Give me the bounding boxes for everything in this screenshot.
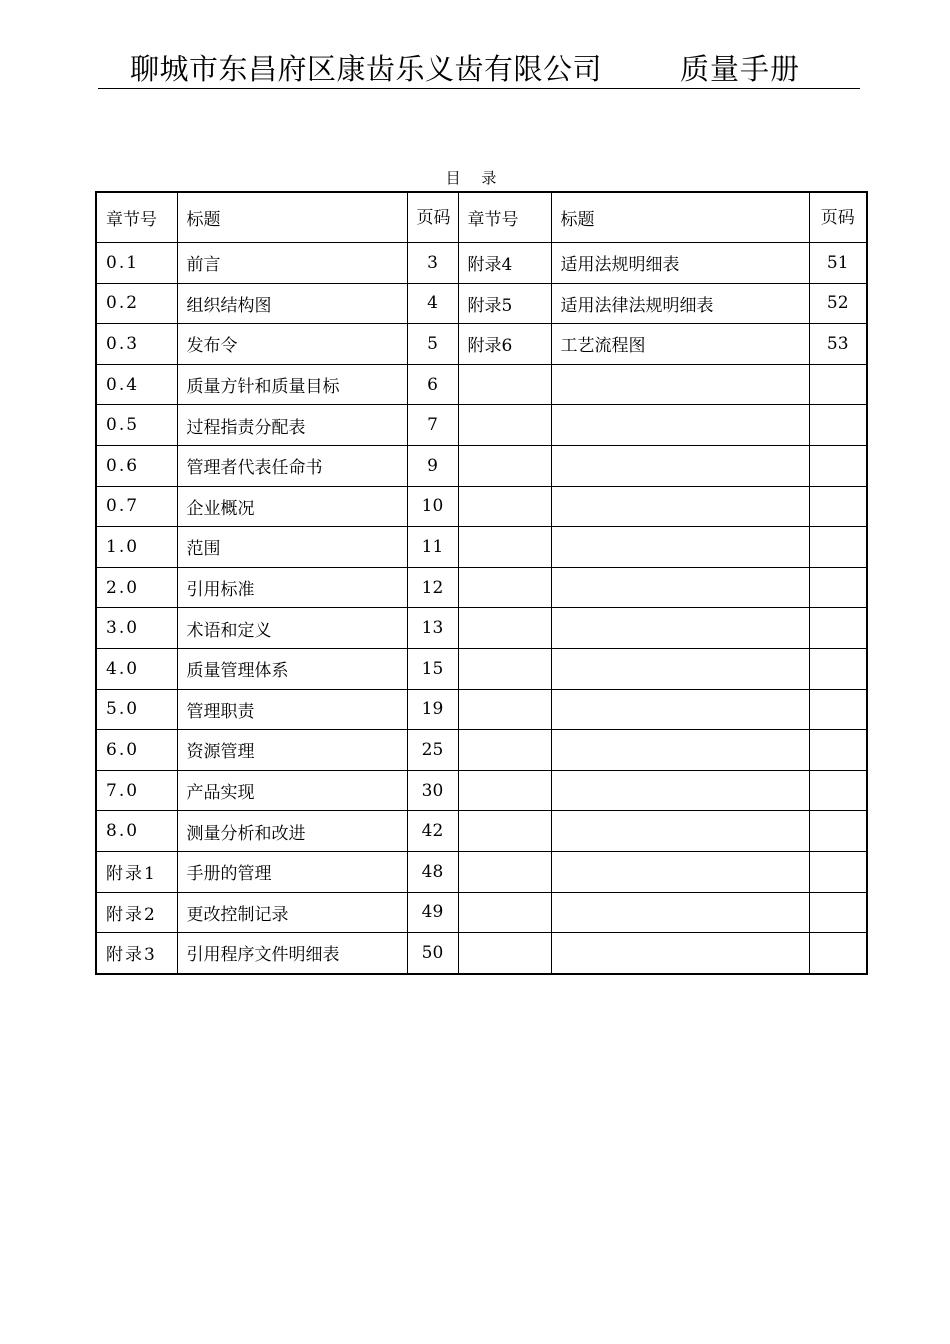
page-number: 53	[809, 324, 867, 365]
table-row	[96, 283, 867, 324]
chapter-title	[551, 892, 809, 933]
page-number: 51	[809, 243, 867, 284]
page-number: 6	[407, 364, 458, 405]
chapter-number: 0.3	[96, 324, 177, 365]
chapter-title: 企业概况	[177, 486, 407, 527]
chapter-title: 质量方针和质量目标	[177, 364, 407, 405]
page-number: 13	[407, 608, 458, 649]
page-number: 52	[809, 283, 867, 324]
chapter-number: 8.0	[96, 811, 177, 852]
chapter-title: 测量分析和改进	[177, 811, 407, 852]
chapter-title: 更改控制记录	[177, 892, 407, 933]
chapter-title	[551, 648, 809, 689]
table-row	[96, 892, 867, 933]
header-chapter-right: 章节号	[458, 192, 551, 243]
chapter-number: 附录3	[96, 933, 177, 974]
chapter-title	[551, 567, 809, 608]
table-row	[96, 608, 867, 649]
page-number	[809, 567, 867, 608]
page-number	[809, 608, 867, 649]
table-row	[96, 811, 867, 852]
page-number	[809, 445, 867, 486]
page-number: 30	[407, 770, 458, 811]
chapter-number: 0.7	[96, 486, 177, 527]
page-header	[98, 50, 860, 89]
chapter-number: 7.0	[96, 770, 177, 811]
header-page-left: 页码	[407, 192, 458, 243]
chapter-title	[551, 770, 809, 811]
page-number: 4	[407, 283, 458, 324]
page-number: 7	[407, 405, 458, 446]
header-chapter-left: 章节号	[96, 192, 177, 243]
chapter-title: 范围	[177, 527, 407, 568]
table-row	[96, 933, 867, 974]
page-number: 19	[407, 689, 458, 730]
chapter-title	[551, 811, 809, 852]
toc-body	[96, 192, 867, 974]
chapter-title	[551, 486, 809, 527]
chapter-title	[551, 527, 809, 568]
page-number	[809, 851, 867, 892]
chapter-title: 资源管理	[177, 730, 407, 771]
chapter-number	[458, 933, 551, 974]
page-number	[809, 730, 867, 771]
table-row	[96, 243, 867, 284]
chapter-title: 质量管理体系	[177, 648, 407, 689]
toc-header-row	[96, 192, 867, 243]
chapter-number	[458, 770, 551, 811]
chapter-title	[551, 689, 809, 730]
header-page-right: 页码	[809, 192, 867, 243]
chapter-title: 引用程序文件明细表	[177, 933, 407, 974]
chapter-number: 0.1	[96, 243, 177, 284]
chapter-number	[458, 892, 551, 933]
chapter-title: 术语和定义	[177, 608, 407, 649]
chapter-number: 2.0	[96, 567, 177, 608]
toc-title: 目 录	[445, 169, 505, 187]
table-row	[96, 648, 867, 689]
chapter-number: 附录5	[458, 283, 551, 324]
chapter-title: 管理者代表任命书	[177, 445, 407, 486]
page-number: 42	[407, 811, 458, 852]
chapter-number	[458, 364, 551, 405]
chapter-title: 管理职责	[177, 689, 407, 730]
chapter-number: 附录1	[96, 851, 177, 892]
page-number	[809, 811, 867, 852]
chapter-number	[458, 486, 551, 527]
chapter-number: 附录6	[458, 324, 551, 365]
page-number	[809, 405, 867, 446]
chapter-number: 0.2	[96, 283, 177, 324]
chapter-number	[458, 811, 551, 852]
chapter-number	[458, 851, 551, 892]
chapter-number: 4.0	[96, 648, 177, 689]
chapter-number: 附录2	[96, 892, 177, 933]
page-number: 48	[407, 851, 458, 892]
chapter-title: 产品实现	[177, 770, 407, 811]
page-number: 9	[407, 445, 458, 486]
chapter-title	[551, 445, 809, 486]
page-number	[809, 933, 867, 974]
page-number	[809, 892, 867, 933]
page-number: 15	[407, 648, 458, 689]
table-row	[96, 567, 867, 608]
table-row	[96, 405, 867, 446]
header-title-right: 标题	[551, 192, 809, 243]
page-number	[809, 689, 867, 730]
chapter-number	[458, 527, 551, 568]
chapter-title: 过程指责分配表	[177, 405, 407, 446]
chapter-number: 附录4	[458, 243, 551, 284]
chapter-title: 引用标准	[177, 567, 407, 608]
chapter-number: 5.0	[96, 689, 177, 730]
page-number	[809, 527, 867, 568]
table-row	[96, 527, 867, 568]
page-number	[809, 648, 867, 689]
chapter-title: 前言	[177, 243, 407, 284]
chapter-title: 组织结构图	[177, 283, 407, 324]
page-number	[809, 364, 867, 405]
table-row	[96, 486, 867, 527]
company-name: 聊城市东昌府区康齿乐义齿有限公司	[130, 52, 603, 86]
chapter-title: 手册的管理	[177, 851, 407, 892]
chapter-number: 6.0	[96, 730, 177, 771]
chapter-number	[458, 445, 551, 486]
manual-title: 质量手册	[680, 52, 801, 86]
table-row	[96, 364, 867, 405]
table-row	[96, 730, 867, 771]
chapter-number	[458, 648, 551, 689]
chapter-number: 0.5	[96, 405, 177, 446]
page-number: 49	[407, 892, 458, 933]
page-number	[809, 770, 867, 811]
table-row	[96, 689, 867, 730]
page-number: 10	[407, 486, 458, 527]
page-number: 5	[407, 324, 458, 365]
chapter-number: 0.4	[96, 364, 177, 405]
page-number: 12	[407, 567, 458, 608]
table-row	[96, 770, 867, 811]
chapter-title	[551, 608, 809, 649]
chapter-title	[551, 405, 809, 446]
chapter-title: 适用法律法规明细表	[551, 283, 809, 324]
chapter-title	[551, 730, 809, 771]
chapter-number	[458, 689, 551, 730]
page-number: 3	[407, 243, 458, 284]
chapter-number	[458, 567, 551, 608]
chapter-number	[458, 405, 551, 446]
chapter-title: 发布令	[177, 324, 407, 365]
chapter-number	[458, 730, 551, 771]
table-row	[96, 851, 867, 892]
chapter-number: 0.6	[96, 445, 177, 486]
chapter-title	[551, 364, 809, 405]
chapter-number: 3.0	[96, 608, 177, 649]
chapter-number: 1.0	[96, 527, 177, 568]
toc-table	[95, 191, 868, 975]
chapter-number	[458, 608, 551, 649]
page-number: 25	[407, 730, 458, 771]
page-number: 50	[407, 933, 458, 974]
header-title-left: 标题	[177, 192, 407, 243]
chapter-title	[551, 851, 809, 892]
table-row	[96, 324, 867, 365]
chapter-title	[551, 933, 809, 974]
page-number	[809, 486, 867, 527]
table-row	[96, 445, 867, 486]
chapter-title: 适用法规明细表	[551, 243, 809, 284]
page-number: 11	[407, 527, 458, 568]
chapter-title: 工艺流程图	[551, 324, 809, 365]
